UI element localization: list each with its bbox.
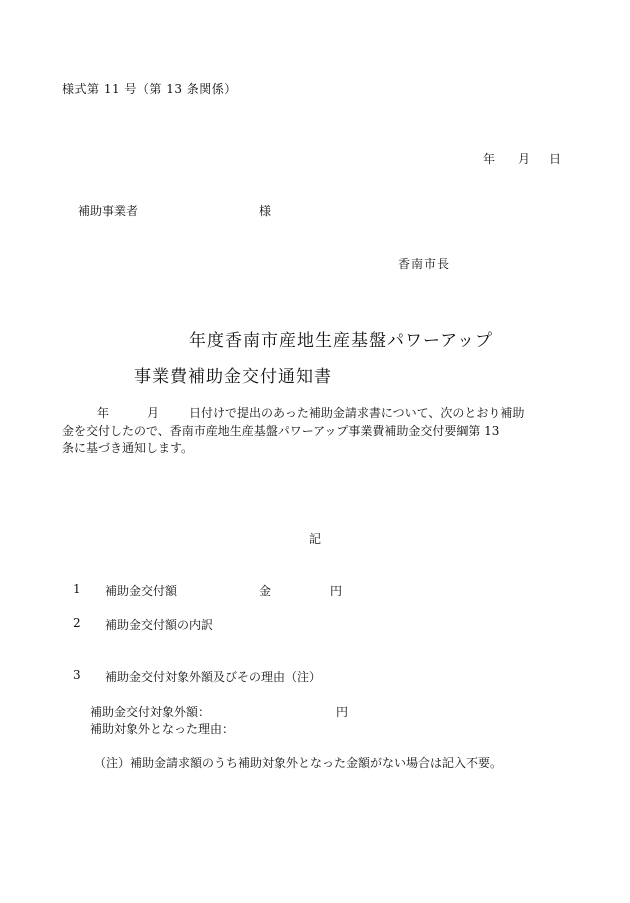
ki-heading: 記: [309, 532, 322, 546]
sender-name: 香南市長: [398, 257, 451, 271]
item-3-label: 補助金交付対象外額及びその理由（注）: [105, 670, 322, 684]
item-1-number: 1: [73, 582, 81, 596]
body-paragraph: [62, 405, 582, 458]
document-title-line2: 事業費補助金交付通知書: [134, 367, 332, 387]
body-month: 月: [147, 406, 160, 420]
item-1-unit: 円: [330, 584, 343, 598]
date-line: [483, 150, 561, 167]
item-3-number: 3: [73, 668, 81, 682]
body-line-1: [62, 405, 582, 423]
date-day: 日: [549, 152, 562, 166]
item-1-prefix: 金: [259, 584, 272, 598]
item-1-label: 補助金交付額: [105, 584, 178, 598]
form-number: 様式第 11 号（第 13 条関係）: [62, 82, 237, 96]
date-month: 月: [518, 152, 531, 166]
item-2-number: 2: [73, 616, 81, 630]
excluded-reason-label: 補助対象外となった理由：: [90, 722, 235, 736]
item-2-label: 補助金交付額の内訳: [105, 618, 214, 632]
document-title-line1: 年度香南市産地生産基盤パワーアップ: [189, 331, 493, 351]
excluded-amount-unit: 円: [336, 705, 349, 719]
body-year: 年: [97, 406, 110, 420]
recipient-label: 補助事業者: [78, 204, 139, 218]
date-year: 年: [483, 152, 496, 166]
footnote: （注）補助金請求額のうち補助対象外となった金額がない場合は記入不要。: [94, 756, 503, 770]
body-line-2: 金を交付したので、香南市産地生産基盤パワーアップ事業費補助金交付要綱第 13: [62, 423, 500, 438]
body-line1-text: 日付けで提出のあった補助金請求書について、次のとおり補助: [189, 406, 525, 420]
body-line-3: 条に基づき通知します。: [62, 441, 194, 455]
excluded-amount-label: 補助金交付対象外額：: [90, 705, 211, 719]
recipient-honorific: 様: [259, 204, 272, 218]
